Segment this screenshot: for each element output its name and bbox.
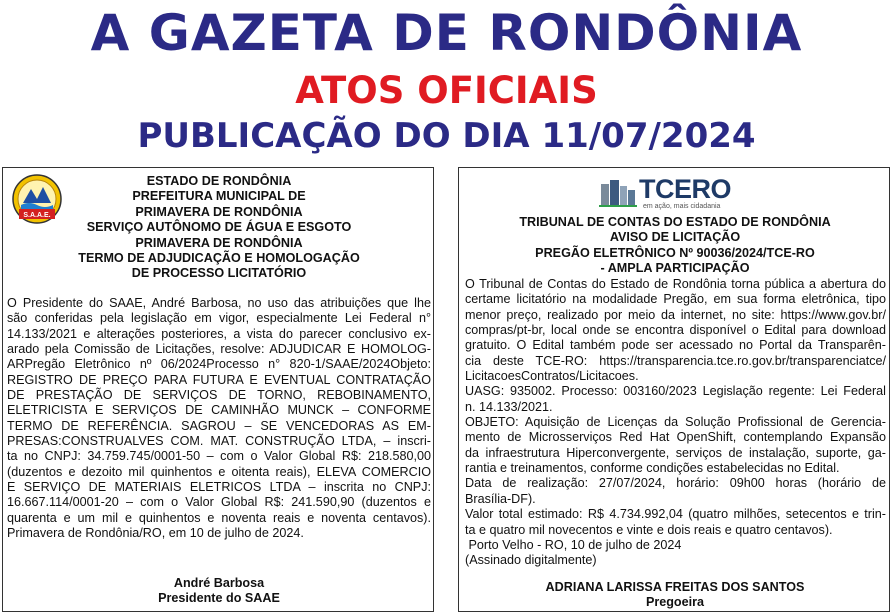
body-line: arado pela Comissão de Licitações, resolve: ADJUDICAR E HOMOLOG-	[7, 342, 431, 357]
heading-line: ESTADO DE RONDÔNIA	[146, 174, 292, 188]
saae-signature	[3, 576, 434, 607]
body-line: UASG: 935002. Processo: 003160/2023 Legislação regente: Lei Federal	[465, 384, 886, 399]
body-line: ta e quatro mil novecentos e vinte e dois reais e quatro centavos).	[465, 522, 833, 537]
body-line: OBJETO: Aquisição de Licenças da Solução Profissional de Gerencia-	[465, 415, 886, 430]
seal-text: S.A.A.E.	[23, 212, 51, 219]
body-line: (duzentos e dezoito mil quinhentos e oitenta reais), ELEVA COMERCIO	[7, 464, 431, 479]
newspaper-title: A GAZETA DE RONDÔNIA	[90, 4, 803, 62]
body-line: gratuito. O Edital também pode ser acessado no Portal da Transparên-	[465, 338, 886, 353]
signature-name: André Barbosa	[173, 576, 265, 590]
body-line: (Assinado digitalmente)	[465, 553, 597, 568]
section-title: ATOS OFICIAIS	[295, 69, 598, 112]
body-line: cia deste TCE-RO: https://transparencia.tce.ro.gov.br/transparenciatce/	[465, 353, 886, 368]
body-line: menor preço, realizado por meio da internet, no site: https://www.gov.br/	[465, 307, 886, 322]
body-line: ARPregão Eletrônico nº 06/2024Processo n° 820-1/SAAE/2024Objeto:	[7, 357, 431, 372]
body-line: quarenta e um mil e quinhentos e noventa reais e noventa centavos).	[7, 510, 431, 525]
signature-name: ADRIANA LARISSA FREITAS DOS SANTOS	[545, 580, 805, 594]
body-line: LicitacoesContratos/Licitacoes.	[465, 369, 639, 384]
body-line: Primavera de Rondônia/RO, em 10 de julho de 2024.	[7, 526, 304, 541]
heading-line: SERVIÇO AUTÔNOMO DE ÁGUA E ESGOTO	[86, 220, 352, 235]
body-line: compras/pt-br, local onde se encontra disponível o Edital para download	[465, 323, 886, 338]
tce-heading	[459, 215, 890, 277]
signature-role: Presidente do SAAE	[158, 591, 280, 606]
body-line: Porto Velho - RO, 10 de julho de 2024	[465, 537, 682, 552]
heading-line: PREGÃO ELETRÔNICO Nº 90036/2024/TCE-RO	[535, 245, 815, 260]
saae-body	[7, 296, 431, 542]
body-line: da infraestrutura Hiperconvergente, serviços de instalação, suporte, ga-	[465, 445, 886, 460]
body-line: E SERVIÇO DE MATERIAIS ELETRICOS LTDA – inscrita no CNPJ:	[7, 480, 431, 495]
heading-line: PRIMAVERA DE RONDÔNIA	[135, 235, 303, 250]
tce-building-icon	[599, 178, 637, 208]
tce-signature	[459, 580, 890, 611]
tce-logo-text: TCERO	[639, 174, 731, 204]
heading-line: TRIBUNAL DE CONTAS DO ESTADO DE RONDÔNIA	[519, 215, 831, 229]
tce-logo-tagline: em ação, mais cidadania	[643, 203, 721, 210]
tce-body	[465, 277, 886, 569]
body-line: DE PRESTAÇÃO DE SERVIÇOS DE TORNO, REBOBINAMENTO,	[7, 388, 431, 403]
body-line: n. 14.133/2021.	[465, 399, 553, 414]
body-line: PRESAS:CONSTRUALVES COM. MAT. CONSTRUÇÃO LTDA, – inscri-	[7, 434, 431, 449]
tce-notice-box	[458, 167, 890, 612]
body-line: rantia e treinamentos, conforme condições estabelecidas no Edital.	[465, 461, 840, 476]
tce-logo	[599, 176, 755, 210]
heading-line: TERMO DE ADJUDICAÇÃO E HOMOLOGAÇÃO	[78, 251, 360, 266]
heading-line: AVISO DE LICITAÇÃO	[609, 230, 741, 245]
body-line: O Tribunal de Contas do Estado de Rondônia torna pública a abertura do	[465, 277, 886, 291]
saae-heading	[3, 174, 434, 282]
body-line: REGISTRO DE PREÇO PARA FUTURA E EVENTUAL CONTRATAÇÃO	[7, 372, 431, 387]
heading-line: - AMPLA PARTICIPAÇÃO	[600, 261, 750, 276]
heading-line: PRIMAVERA DE RONDÔNIA	[135, 204, 303, 219]
saae-notice-box	[2, 167, 434, 612]
heading-line: PREFEITURA MUNICIPAL DE	[132, 189, 306, 204]
body-line: 14.133/2021 e alterações posteriores, a vista do parecer conclusivo ex-	[7, 326, 431, 341]
body-line: 16.667.114/0001-20 – com o Valor Global R$: 241.590,90 (duzentos e	[7, 495, 431, 510]
body-line: são conferidas pela legislação em vigor, especialmente Lei Federal n°	[7, 311, 431, 326]
body-line: mento de Microsserviços Red Hat OpenShift, contemplando Expansão	[465, 430, 886, 445]
body-line: O Presidente do SAAE, André Barbosa, no uso das atribuições que lhe	[7, 296, 431, 310]
body-line: TERMO DE REFERÊNCIA. SAGROU – SE VENCEDORAS AS EM-	[7, 418, 431, 433]
body-line: Data de realização: 27/07/2024, horário: 09h00 horas (horário de	[465, 476, 886, 491]
body-line: certame licitatório na modalidade Pregão, em sua forma eletrônica, tipo	[465, 292, 886, 307]
publication-date-line: PUBLICAÇÃO DO DIA 11/07/2024	[137, 116, 756, 156]
body-line: Valor total estimado: R$ 4.734.992,04 (quatro milhões, setecentos e trin-	[465, 507, 886, 522]
heading-line: DE PROCESSO LICITATÓRIO	[131, 266, 307, 281]
signature-role: Pregoeira	[645, 595, 705, 610]
body-line: Brasília-DF).	[465, 491, 536, 506]
body-line: ta no CNPJ: 34.759.745/0001-50 – com o Valor Global R$: 218.580,00	[7, 449, 431, 464]
body-line: ELETRICISTA E SERVIÇOS DE CAMINHÃO MUNCK – CONFORME	[7, 403, 431, 418]
